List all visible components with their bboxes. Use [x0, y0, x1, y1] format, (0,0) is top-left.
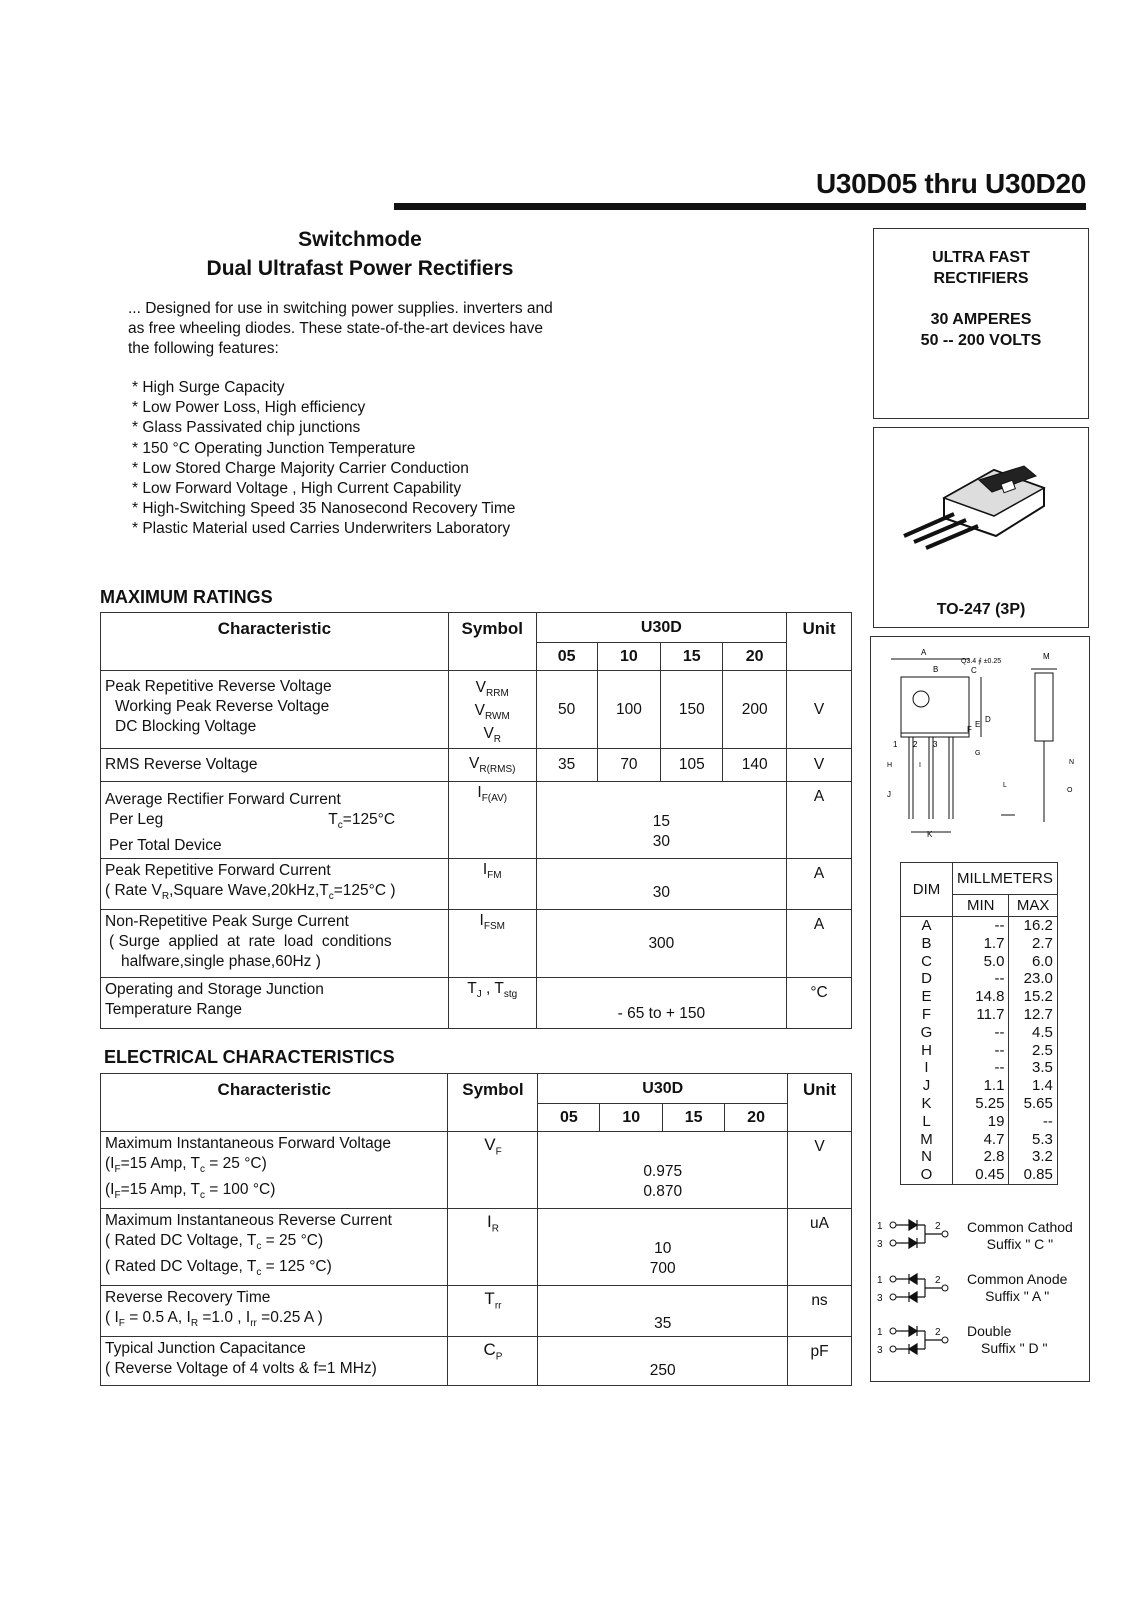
dimensions-table: [900, 862, 1058, 1185]
symbol-cell: [448, 749, 536, 782]
feature-item: * Low Power Loss, High efficiency: [132, 399, 366, 417]
variant-header: 10: [600, 1104, 663, 1132]
row-label: = 25 °C): [205, 1155, 267, 1172]
value-cell: 70: [597, 749, 661, 782]
dim-letter: C: [971, 666, 977, 675]
table-row: [101, 1132, 852, 1209]
dim-max-cell: 3.2: [1009, 1148, 1057, 1166]
dim-max-cell: 0.85: [1009, 1166, 1057, 1184]
feature-item: * High Surge Capacity: [132, 379, 285, 396]
dim-min-cell: 5.0: [953, 953, 1009, 971]
value-cell: [536, 782, 786, 859]
dim-min-cell: 1.1: [953, 1077, 1009, 1095]
value-cell: [538, 1209, 788, 1286]
dim-min-cell: 5.25: [953, 1095, 1009, 1113]
variant-header: 05: [538, 1104, 600, 1132]
intro-line: as free wheeling diodes. These state-of-the-art devices have: [128, 320, 544, 337]
row-label: Working Peak Reverse Voltage: [115, 698, 330, 715]
symbol-cell: [448, 859, 536, 910]
row-label: ( I: [105, 1309, 119, 1327]
value-cell: 100: [597, 671, 661, 749]
dim-letter: G: [975, 750, 981, 757]
header-unit: Unit: [788, 1074, 852, 1132]
ratings-line: 30 AMPERES: [930, 311, 1032, 328]
table-row: [901, 953, 1058, 971]
symbol: I: [479, 912, 484, 930]
intro-paragraph: [128, 299, 638, 359]
row-label: Peak Repetitive Reverse Voltage: [105, 678, 332, 695]
header-characteristic: Characteristic: [101, 1074, 448, 1132]
table-row: [901, 988, 1058, 1006]
symbol-sub: J: [476, 989, 482, 1001]
table-row: [101, 1337, 852, 1386]
unit-cell: °C: [787, 978, 852, 1029]
config-pin-label: 3: [877, 1345, 883, 1356]
feature-item: * 150 °C Operating Junction Temperature: [132, 439, 416, 457]
dim-dim-cell: L: [901, 1113, 953, 1131]
dim-dim-cell: A: [901, 917, 953, 935]
value-cell: 35: [538, 1286, 788, 1337]
symbol-sub: P: [495, 1351, 503, 1363]
header-group: U30D: [536, 613, 786, 643]
symbol: V: [483, 725, 494, 743]
table-row: [101, 749, 852, 782]
table-row: [901, 1059, 1058, 1077]
dim-max-cell: 6.0: [1009, 953, 1057, 971]
dim-min-cell: 11.7: [953, 1006, 1009, 1024]
characteristic-cell: [101, 1286, 448, 1337]
row-label-sub: c: [328, 891, 334, 903]
feature-item: * High-Switching Speed 35 Nanosecond Recovery Time: [132, 500, 516, 518]
value-cell: 250: [538, 1337, 788, 1386]
config-name: Double: [967, 1323, 1012, 1339]
row-label: = 25 °C): [261, 1232, 324, 1250]
table-row: [101, 1286, 852, 1337]
unit-cell: A: [787, 859, 852, 910]
row-label: (I: [105, 1155, 115, 1172]
unit-cell: uA: [788, 1209, 852, 1286]
header-unit: Unit: [787, 613, 852, 671]
unit-cell: ns: [788, 1286, 852, 1337]
variant-header: 15: [661, 643, 723, 671]
dim-dim-cell: C: [901, 953, 953, 971]
table-row: [101, 978, 852, 1029]
row-label-sub: F: [114, 1164, 121, 1176]
value-cell: 50: [536, 671, 597, 749]
dim-min-cell: 0.45: [953, 1166, 1009, 1184]
row-label: ( Reverse Voltage of 4 volts & f=1 MHz): [105, 1360, 377, 1378]
dim-letter: L: [1003, 782, 1007, 789]
row-label-sub: c: [256, 1267, 262, 1279]
dim-max-cell: 5.3: [1009, 1131, 1057, 1149]
ratings-summary-box: [873, 228, 1089, 419]
symbol-sub: R: [493, 734, 502, 746]
row-label: Temperature Range: [105, 1001, 242, 1019]
row-label: =0.25 A ): [256, 1309, 323, 1327]
ratings-line: 50 -- 200 VOLTS: [920, 332, 1042, 349]
dim-max-cell: 1.4: [1009, 1077, 1057, 1095]
config-name: Common Cathod: [967, 1219, 1073, 1235]
unit-cell: A: [787, 782, 852, 859]
symbol-cell: [448, 671, 536, 749]
value-cell: [538, 1132, 788, 1209]
row-label-sub: c: [256, 1241, 262, 1253]
symbol-sub: R: [491, 1223, 499, 1235]
row-label: = 0.5 A, I: [124, 1309, 191, 1327]
characteristic-cell: [101, 1337, 448, 1386]
dim-dim-cell: B: [901, 935, 953, 953]
symbol-sub: FM: [487, 870, 502, 882]
pin-label: 3: [933, 740, 938, 749]
config-pin-label: 3: [877, 1239, 883, 1250]
config-label: [967, 1271, 1067, 1305]
config-label: [967, 1323, 1047, 1357]
dim-min-cell: --: [953, 1059, 1009, 1077]
symbol-sub: rr: [494, 1300, 502, 1312]
table-row: [901, 1077, 1058, 1095]
dim-min-cell: 1.7: [953, 935, 1009, 953]
dimensions-body: [901, 917, 1058, 1185]
ratings-line: RECTIFIERS: [933, 270, 1029, 287]
dim-min-cell: 19: [953, 1113, 1009, 1131]
table-row: [901, 1024, 1058, 1042]
dim-dim-cell: M: [901, 1131, 953, 1149]
heading-line-2: Dual Ultrafast Power Rectifiers: [206, 257, 514, 280]
dim-dim-cell: N: [901, 1148, 953, 1166]
value: 0.870: [643, 1183, 683, 1201]
dim-max-cell: 15.2: [1009, 988, 1057, 1006]
config-suffix: Suffix " D ": [981, 1340, 1048, 1356]
value-cell: 300: [536, 910, 786, 978]
dim-max-cell: 4.5: [1009, 1024, 1057, 1042]
symbol: , T: [481, 980, 504, 998]
table-row: [901, 917, 1058, 935]
value-cell: 105: [661, 749, 723, 782]
unit-cell: A: [787, 910, 852, 978]
row-label-sub: rr: [250, 1318, 257, 1330]
symbol-cell: [448, 782, 536, 859]
value-cell: 30: [536, 859, 786, 910]
row-label-sub: F: [118, 1318, 125, 1330]
dim-max-cell: 16.2: [1009, 917, 1057, 935]
row-label: = 100 °C): [205, 1181, 276, 1199]
row-label: =125°C: [342, 811, 396, 829]
symbol: V: [474, 702, 485, 720]
symbol: I: [482, 861, 488, 879]
row-label: Operating and Storage Junction: [105, 981, 324, 999]
symbol: V: [469, 755, 480, 773]
title-rule: [394, 203, 1086, 210]
variant-header: 10: [597, 643, 661, 671]
variant-header: 05: [536, 643, 597, 671]
dim-max-cell: 3.5: [1009, 1059, 1057, 1077]
table-row: [101, 859, 852, 910]
dim-max-cell: 23.0: [1009, 970, 1057, 988]
dim-min-cell: --: [953, 1024, 1009, 1042]
row-label: ( Rate V: [105, 882, 162, 900]
symbol-sub: RRM: [486, 688, 509, 700]
row-label: Typical Junction Capacitance: [105, 1340, 306, 1358]
characteristic-cell: RMS Reverse Voltage: [101, 749, 449, 782]
row-label: ( Rated DC Voltage, T: [105, 1258, 257, 1276]
pin-label: 1: [893, 740, 898, 749]
symbol-cell: [448, 1337, 538, 1386]
config-pin-label: 2: [935, 1275, 941, 1286]
dim-dim-cell: E: [901, 988, 953, 1006]
dim-max-cell: --: [1009, 1113, 1057, 1131]
config-pin-label: 3: [877, 1293, 883, 1304]
row-label: = 125 °C): [261, 1258, 332, 1276]
value-cell: 140: [723, 749, 787, 782]
electrical-table: [100, 1073, 852, 1386]
symbol-sub: FSM: [483, 921, 505, 933]
row-label: ( Rated DC Voltage, T: [105, 1232, 257, 1250]
row-label: Per Total Device: [109, 837, 222, 855]
package-image: [874, 428, 1088, 588]
value: 0.975: [643, 1163, 683, 1181]
table-row: [901, 1113, 1058, 1131]
document-heading: [120, 225, 600, 283]
characteristic-cell: [101, 859, 449, 910]
config-suffix: Suffix " A ": [985, 1288, 1050, 1304]
table-row: [901, 1166, 1058, 1184]
table-row: [901, 1095, 1058, 1113]
header-symbol: Symbol: [448, 613, 536, 671]
package-label: TO-247 (3P): [936, 601, 1026, 618]
feature-item: * Low Forward Voltage , High Current Capability: [132, 480, 462, 498]
table-row: [101, 782, 852, 859]
row-label: =125°C ): [333, 882, 396, 900]
row-label: ( Surge applied at rate load conditions: [109, 933, 392, 951]
row-label-sub: R: [161, 891, 170, 903]
dim-max-cell: 12.7: [1009, 1006, 1057, 1024]
symbol: C: [483, 1340, 496, 1360]
row-label: T: [328, 811, 338, 829]
config-pin-label: 1: [877, 1221, 883, 1232]
row-label: halfware,single phase,60Hz ): [121, 953, 321, 971]
value: 10: [654, 1240, 672, 1258]
dim-letter: H: [887, 762, 893, 769]
row-label: Reverse Recovery Time: [105, 1289, 271, 1307]
row-label: Non-Repetitive Peak Surge Current: [105, 913, 349, 931]
table-row: [901, 1131, 1058, 1149]
row-label: Maximum Instantaneous Reverse Current: [105, 1212, 392, 1230]
symbol-cell: [448, 978, 536, 1029]
max-header: MAX: [1009, 895, 1057, 917]
dim-dim-cell: K: [901, 1095, 953, 1113]
feature-item: * Low Stored Charge Majority Carrier Conduction: [132, 459, 469, 477]
feature-item: * Glass Passivated chip junctions: [132, 419, 361, 437]
dim-dim-cell: G: [901, 1024, 953, 1042]
unit-cell: V: [788, 1132, 852, 1209]
value-cell: 200: [723, 671, 787, 749]
dim-dim-cell: I: [901, 1059, 953, 1077]
table-row: [101, 1209, 852, 1286]
dim-min-cell: --: [953, 917, 1009, 935]
unit-cell: V: [787, 671, 852, 749]
variant-header: 15: [663, 1104, 725, 1132]
unit-header: MILLMETERS: [953, 863, 1058, 895]
symbol-sub: R(RMS): [479, 764, 516, 776]
dim-letter: D: [985, 715, 991, 724]
characteristic-cell: [101, 782, 449, 859]
symbol-sub: F: [495, 1146, 502, 1158]
dim-dim-cell: H: [901, 1042, 953, 1060]
table-row: [901, 970, 1058, 988]
characteristic-cell: [101, 978, 449, 1029]
value-cell: 35: [536, 749, 597, 782]
dim-min-cell: 4.7: [953, 1131, 1009, 1149]
table-row: [101, 671, 852, 749]
symbol-cell: [448, 910, 536, 978]
dim-dim-cell: F: [901, 1006, 953, 1024]
config-pin-label: 1: [877, 1327, 883, 1338]
dim-letter: M: [1043, 652, 1050, 661]
dim-letter: N: [1069, 759, 1075, 766]
row-label: =15 Amp, T: [120, 1155, 200, 1172]
tolerance-label: Q3.4 ∮ ±0.25: [961, 658, 1002, 665]
characteristic-cell: [101, 910, 449, 978]
value: 15: [652, 813, 670, 831]
symbol-cell: [448, 1132, 538, 1209]
dim-min-cell: --: [953, 1042, 1009, 1060]
row-label: Average Rectifier Forward Current: [105, 791, 341, 809]
dim-letter: O: [1067, 787, 1073, 794]
symbol-cell: [448, 1286, 538, 1337]
row-label: =15 Amp, T: [120, 1181, 200, 1199]
table-row: [901, 935, 1058, 953]
dim-letter: I: [919, 762, 921, 769]
header-group: U30D: [538, 1074, 788, 1104]
dim-max-cell: 2.7: [1009, 935, 1057, 953]
symbol-sub: F(AV): [481, 793, 508, 805]
variant-header: 20: [723, 643, 787, 671]
package-box: [873, 427, 1089, 628]
dim-letter: B: [933, 665, 939, 674]
heading-line-1: Switchmode: [298, 228, 422, 251]
unit-cell: V: [787, 749, 852, 782]
max-ratings-table: [100, 612, 852, 1029]
dim-min-cell: 14.8: [953, 988, 1009, 1006]
config-suffix: Suffix " C ": [986, 1236, 1054, 1252]
row-label-sub: c: [200, 1190, 205, 1202]
config-name: Common Anode: [967, 1271, 1068, 1287]
symbol-cell: [448, 1209, 538, 1286]
ratings-line: ULTRA FAST: [932, 249, 1030, 266]
max-ratings-title: MAXIMUM RATINGS: [100, 587, 273, 607]
table-row: [901, 1042, 1058, 1060]
row-label-sub: R: [190, 1318, 199, 1330]
characteristic-cell: [101, 1132, 448, 1209]
value-cell: 150: [661, 671, 723, 749]
header-characteristic: Characteristic: [101, 613, 449, 671]
dim-letter: J: [887, 790, 891, 799]
row-label: Per Leg: [109, 811, 164, 829]
dim-min-cell: 2.8: [953, 1148, 1009, 1166]
symbol: V: [475, 679, 487, 696]
dim-header: DIM: [901, 863, 953, 917]
dim-max-cell: 5.65: [1009, 1095, 1057, 1113]
table-row: [901, 1148, 1058, 1166]
header-symbol: Symbol: [448, 1074, 538, 1132]
variant-header: 20: [725, 1104, 788, 1132]
row-label: ,Square Wave,20kHz,T: [169, 882, 329, 900]
config-label: [967, 1219, 1073, 1253]
dim-max-cell: 2.5: [1009, 1042, 1057, 1060]
dim-letter: F: [967, 725, 972, 734]
row-label: Peak Repetitive Forward Current: [105, 862, 331, 880]
value: 700: [649, 1260, 676, 1278]
dim-letter: K: [927, 830, 933, 839]
row-label-sub: c: [200, 1164, 205, 1176]
intro-line: the following features:: [128, 340, 279, 357]
config-pin-label: 2: [935, 1327, 941, 1338]
symbol-sub: stg: [503, 989, 518, 1001]
config-pin-label: 1: [877, 1275, 883, 1286]
row-label: =1.0 , I: [198, 1309, 251, 1327]
min-header: MIN: [953, 895, 1009, 917]
pin-label: 2: [913, 740, 918, 749]
row-label: DC Blocking Voltage: [115, 718, 257, 735]
symbol: I: [477, 784, 482, 802]
symbol: T: [467, 980, 477, 998]
value: 30: [652, 833, 670, 851]
symbol: I: [486, 1212, 492, 1232]
dim-dim-cell: D: [901, 970, 953, 988]
dim-dim-cell: O: [901, 1166, 953, 1184]
table-row: [901, 1006, 1058, 1024]
part-number-title: U30D05 thru U30D20: [815, 168, 1086, 199]
row-label-sub: F: [114, 1190, 121, 1202]
feature-item: * Plastic Material used Carries Underwriters Laboratory: [132, 520, 511, 538]
intro-line: ... Designed for use in switching power supplies. inverters and: [128, 300, 553, 317]
dim-min-cell: --: [953, 970, 1009, 988]
config-pin-label: 2: [935, 1221, 941, 1232]
unit-cell: pF: [788, 1337, 852, 1386]
characteristic-cell: [101, 671, 449, 749]
dim-letter: A: [921, 648, 927, 657]
row-label: Maximum Instantaneous Forward Voltage: [105, 1135, 392, 1152]
dim-letter: E: [975, 720, 981, 729]
dim-dim-cell: J: [901, 1077, 953, 1095]
symbol: V: [484, 1135, 496, 1154]
symbol: T: [484, 1289, 495, 1309]
electrical-title: ELECTRICAL CHARACTERISTICS: [104, 1047, 395, 1067]
feature-list: [132, 378, 692, 540]
value-cell: - 65 to + 150: [536, 978, 786, 1029]
characteristic-cell: [101, 1209, 448, 1286]
symbol-sub: RWM: [485, 711, 510, 723]
row-label: (I: [105, 1181, 115, 1199]
row-label-sub: c: [337, 820, 343, 832]
table-row: [101, 910, 852, 978]
outline-drawing: [871, 637, 1089, 867]
